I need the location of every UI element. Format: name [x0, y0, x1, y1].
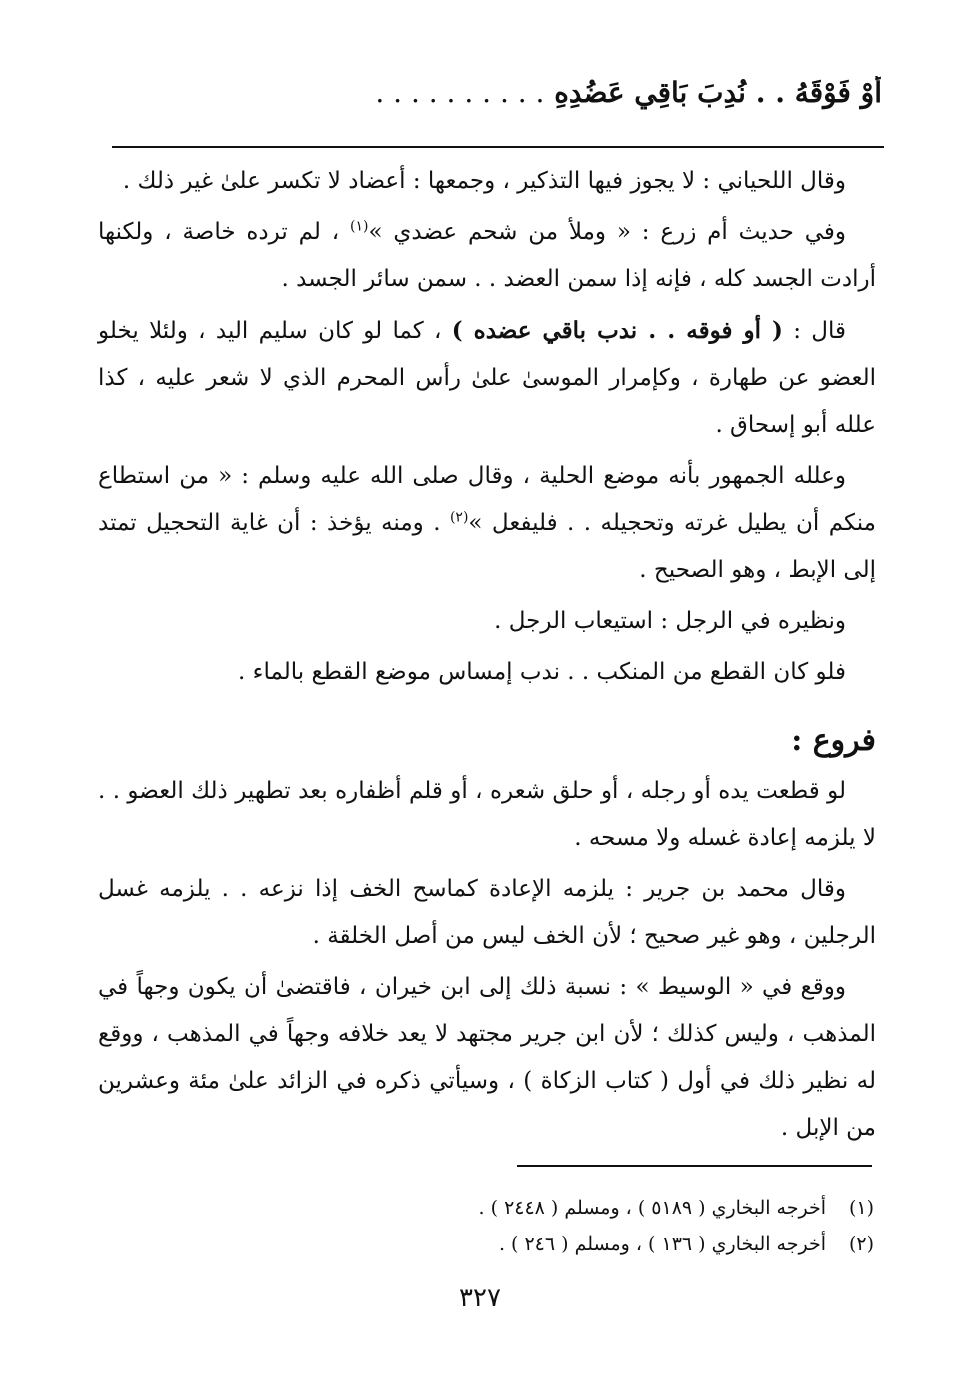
paragraph-4 [98, 453, 876, 594]
header-rule [112, 146, 884, 148]
paragraph-2 [98, 209, 876, 303]
footnotes [104, 1190, 874, 1262]
footnote-2 [104, 1226, 874, 1262]
paragraph-4-rest: . ومنه يؤخذ : أن غاية التحجيل تمتد إلى الإبط ، وهو الصحيح . [98, 510, 876, 583]
footnote-1-text: أخرجه البخاري ( ٥١٨٩ ) ، ومسلم ( ٢٤٤٨ ) . [478, 1197, 826, 1219]
paragraph-5: ونظيره في الرجل : استيعاب الرجل . [494, 608, 846, 634]
paragraph-2-rest: ، لم ترده خاصة ، ولكنها أرادت الجسد كله ، فإنه إذا سمن العضد . . سمن سائر الجسد . [98, 219, 876, 292]
paragraph-6: فلو كان القطع من المنكب . . ندب إمساس موضع القطع بالماء . [238, 659, 846, 685]
section-heading: فروع : [791, 723, 876, 758]
footnote-2-text: أخرجه البخاري ( ١٣٦ ) ، ومسلم ( ٢٤٦ ) . [498, 1233, 826, 1255]
running-header [122, 76, 882, 136]
section-paragraph-3: ووقع في « الوسيط » : نسبة ذلك إلى ابن خيران ، فاقتضىٰ أن يكون وجهاً في المذهب ، وليس كذلك ؛ لأن ابن جرير مجتهد لا يعد خلافه وجهاً في المذهب ، ووقع له نظير ذلك في أول ( كتاب الزكاة ) ، وسيأتي ذكره في الزائد علىٰ مئة وعشرين من الإبل . [98, 974, 876, 1141]
section-paragraph-1: لو قطعت يده أو رجله ، أو حلق شعره ، أو قلم أظفاره بعد تطهير ذلك العضو . . لا يلزمه إعادة غسله ولا مسحه . [98, 778, 876, 851]
paragraph-3-start: قال : [782, 318, 846, 344]
paragraph-3-rest: ، كما لو كان سليم اليد ، ولئلا يخلو العضو عن طهارة ، وكإمرار الموسىٰ علىٰ رأس المحرم الذي لا شعر عليه ، كذا علله أبو إسحاق . [98, 318, 876, 438]
header-title: أَوْ فَوْقَهُ . . نُدِبَ بَاقِي عَضُدِهِ [554, 76, 882, 109]
footnote-1-number: (١) [848, 1197, 874, 1219]
paragraph-3 [98, 307, 876, 449]
matn-quote: ( أو فوقه . . ندب باقي عضده ) [451, 317, 783, 344]
footnote-ref-1: (١) [350, 218, 369, 235]
footnote-rule [517, 1165, 872, 1167]
header-dots: . . . . . . . . . . [375, 76, 545, 109]
paragraph-2-start: وفي حديث أم زرع : « وملأ من شحم عضدي » [368, 219, 846, 245]
page-number: ٣٢٧ [459, 1283, 501, 1313]
main-text [98, 158, 876, 1156]
paragraph-4-start: وعلله الجمهور بأنه موضع الحلية ، وقال صلى الله عليه وسلم : « من استطاع منكم أن يطيل غرته وتحجيله . . فليفعل » [98, 463, 876, 536]
footnote-2-number: (٢) [848, 1233, 874, 1255]
paragraph-1: وقال اللحياني : لا يجوز فيها التذكير ، وجمعها : أعضاد لا تكسر علىٰ غير ذلك . [122, 168, 846, 194]
footnote-1 [104, 1190, 874, 1226]
section-paragraph-2: وقال محمد بن جرير : يلزمه الإعادة كماسح الخف إذا نزعه . . يلزمه غسل الرجلين ، وهو غير صحيح ؛ لأن الخف ليس من أصل الخلقة . [98, 876, 876, 949]
footnote-ref-2: (٢) [449, 509, 469, 526]
